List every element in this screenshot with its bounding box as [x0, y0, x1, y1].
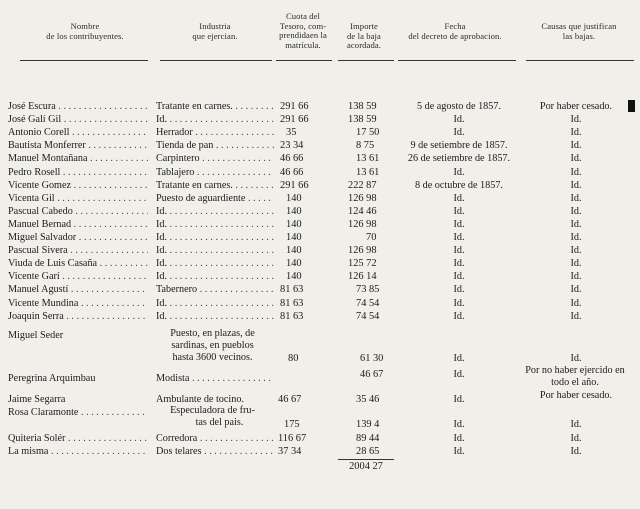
row-importe: 139 4 — [356, 419, 380, 430]
row-cuota: 140 — [286, 258, 302, 270]
row-nombre: Peregrina Arquimbau — [8, 373, 96, 384]
row-importe: 222 87 — [348, 179, 377, 191]
header-nombre — [20, 22, 150, 41]
row-cuota: 80 — [288, 353, 299, 364]
row-industria: Tienda de pan . . . — [156, 139, 274, 152]
row-cuota: 140 — [286, 192, 302, 204]
row-fecha: 8 de octubre de 1857. — [415, 179, 503, 191]
row-importe: 46 67 — [360, 369, 384, 380]
header-industria-line: Industria — [199, 21, 231, 31]
row-industria: Modista . . . — [156, 372, 274, 385]
row-fecha: Id. — [453, 218, 465, 230]
table-row — [0, 126, 640, 139]
row-cuota: 23 34 — [280, 140, 304, 152]
header-importe-line: de la baja — [347, 30, 381, 41]
row-fecha: Id. — [453, 446, 465, 457]
row-importe: 89 44 — [356, 433, 380, 444]
table-row — [0, 100, 640, 113]
row-nombre: Miguel Seder — [8, 330, 64, 341]
header-nombre-line: Nombre — [70, 21, 100, 31]
table-row — [0, 445, 640, 458]
row-causa: Por haber cesado. — [539, 390, 613, 401]
row-nombre: Manuel Agustí . . . — [8, 283, 148, 296]
row-nombre: Antonio Corell . . . — [8, 126, 148, 139]
row-causa: Id. — [570, 433, 582, 444]
row-nombre: Rosa Claramonte . . . — [8, 406, 148, 419]
row-fecha: 26 de setiembre de 1857. — [407, 153, 511, 165]
row-causa: Id. — [570, 284, 582, 296]
row-cuota: 46 66 — [280, 153, 304, 165]
row-nombre: Pascual Sivera . . . — [8, 244, 148, 257]
row-causa: Id. — [570, 153, 582, 165]
row-industria: Tabernero . . . — [156, 283, 274, 296]
row-nombre: Vicenta Gil . . . — [8, 192, 148, 205]
row-importe: 35 46 — [356, 394, 380, 405]
row-nombre: La misma . . . — [8, 445, 148, 458]
row-importe: 125 72 — [348, 258, 377, 270]
total-importe: 2004 27 — [349, 461, 383, 472]
header-fecha-line: Fecha — [444, 21, 466, 31]
row-causa: Id. — [570, 114, 582, 126]
row-causa: Id. — [570, 310, 582, 322]
row-importe: 124 46 — [348, 205, 377, 217]
table-row — [0, 257, 640, 270]
row-industria: Id. . . . — [156, 231, 274, 244]
row-importe: 126 14 — [348, 271, 377, 283]
row-nombre: Vicente Mundina . . . — [8, 297, 148, 310]
table-row — [0, 179, 640, 192]
row-cuota: 140 — [286, 232, 302, 243]
table-row — [0, 231, 640, 244]
row-industria: Id. . . . — [156, 297, 274, 310]
table-row — [0, 297, 640, 310]
row-nombre: Jaime Segarra — [8, 394, 66, 405]
row-causa: Id. — [570, 419, 582, 430]
row-cuota: 140 — [286, 205, 302, 217]
row-fecha: Id. — [453, 369, 465, 380]
header-nombre-line: de los contribuyentes. — [46, 30, 124, 41]
row-importe: 13 61 — [356, 166, 380, 178]
row-fecha: Id. — [453, 433, 465, 444]
row-fecha: Id. — [453, 419, 465, 430]
row-fecha: Id. — [453, 394, 465, 405]
row-causa-multiline — [512, 365, 638, 389]
row-importe: 74 54 — [356, 310, 380, 322]
table-row — [0, 192, 640, 205]
row-industria: Ambulante de tocino. — [156, 394, 244, 405]
header-importe — [334, 22, 394, 51]
row-industria: Carpintero . . . — [156, 152, 274, 165]
industria-line: Especuladora de fru- — [170, 405, 255, 416]
row-importe: 17 50 — [356, 127, 380, 139]
row-fecha: Id. — [453, 297, 465, 309]
header-importe-line: acordada. — [346, 40, 382, 50]
table-row — [0, 418, 640, 431]
table-row — [0, 244, 640, 257]
table-row — [0, 389, 640, 402]
row-fecha: Id. — [453, 258, 465, 270]
header-fecha-line: del decreto de aprobacion. — [408, 30, 502, 41]
causa-line: Por no haber ejercido en — [525, 365, 625, 376]
row-cuota: 46 67 — [278, 394, 302, 405]
row-nombre: Miguel Salvador . . . — [8, 231, 148, 244]
row-causa: Id. — [570, 179, 582, 191]
row-industria: Tratante en carnes. . . . — [156, 179, 274, 192]
table-row — [0, 152, 640, 165]
row-causa: Id. — [570, 205, 582, 217]
row-industria: Corredora . . . — [156, 432, 274, 445]
row-cuota: 140 — [286, 245, 302, 257]
causa-line: todo el año. — [551, 377, 599, 388]
total-rule — [338, 459, 394, 460]
row-fecha: Id. — [453, 192, 465, 204]
scan-artifact — [628, 100, 635, 112]
row-causa: Id. — [570, 271, 582, 283]
row-cuota: 81 63 — [280, 297, 304, 309]
row-importe: 126 98 — [348, 245, 377, 257]
row-causa: Por haber cesado. — [539, 101, 613, 112]
row-nombre: Manuel Montañana . . . — [8, 152, 148, 165]
row-cuota: 140 — [286, 218, 302, 230]
table-row — [0, 139, 640, 152]
row-importe: 61 30 — [360, 353, 384, 364]
row-nombre: Vicente Gomez . . . — [8, 179, 148, 192]
header-causas-line: Causas que justifican — [541, 21, 617, 31]
row-fecha: Id. — [453, 310, 465, 322]
header-rule — [160, 60, 272, 61]
row-nombre: José Galí Gil . . . — [8, 113, 148, 126]
row-cuota: 81 63 — [280, 284, 304, 296]
table-row — [0, 283, 640, 296]
row-cuota: 140 — [286, 271, 302, 283]
header-rule — [526, 60, 634, 61]
table-row — [0, 166, 640, 179]
header-cuota-line: Cuota del — [285, 11, 321, 21]
row-causa: Id. — [570, 297, 582, 309]
row-nombre: Bautista Monferrer . . . — [8, 139, 148, 152]
industria-line: sardinas, en pueblos — [171, 340, 254, 351]
row-fecha: Id. — [453, 245, 465, 257]
table-row — [0, 113, 640, 126]
row-nombre: Manuel Bernad . . . — [8, 218, 148, 231]
header-industria-line: que ejercian. — [192, 30, 238, 41]
row-causa: Id. — [570, 232, 582, 243]
row-fecha: Id. — [453, 205, 465, 217]
row-causa: Id. — [570, 446, 582, 457]
row-industria: Id. . . . — [156, 113, 274, 126]
row-industria: Id. . . . — [156, 205, 274, 218]
row-importe: 70 — [366, 232, 377, 243]
row-causa: Id. — [570, 353, 582, 364]
row-fecha: Id. — [453, 284, 465, 296]
row-causa: Id. — [570, 140, 582, 152]
row-cuota: 116 67 — [278, 433, 307, 444]
row-fecha: 9 de setiembre de 1857. — [410, 140, 508, 152]
row-fecha: Id. — [453, 232, 465, 243]
header-rule — [20, 60, 148, 61]
table-row — [0, 432, 640, 445]
row-fecha: Id. — [453, 353, 465, 364]
industria-line: Puesto, en plazas, de — [170, 328, 255, 339]
row-causa: Id. — [570, 218, 582, 230]
header-importe-line: Importe — [350, 21, 378, 31]
row-industria: Dos telares . . . — [156, 445, 274, 458]
row-causa: Id. — [570, 127, 582, 139]
row-industria: Id. . . . — [156, 310, 274, 323]
row-importe: 74 54 — [356, 297, 380, 309]
row-fecha: Id. — [453, 114, 465, 126]
row-nombre: Vicente Garí . . . — [8, 270, 148, 283]
header-causas-line: las bajas. — [562, 30, 596, 41]
row-nombre: Viuda de Luis Casaña . . . — [8, 257, 148, 270]
table-row — [0, 270, 640, 283]
header-rule — [338, 60, 394, 61]
row-importe: 138 59 — [348, 101, 377, 112]
row-industria: Tratante en carnes. . . . — [156, 100, 274, 113]
row-cuota: 46 66 — [280, 166, 304, 178]
industria-line: hasta 3600 vecinos. — [172, 352, 253, 363]
header-industria — [160, 22, 270, 41]
industria-line: tas del pais. — [195, 417, 244, 428]
row-industria: Id. . . . — [156, 218, 274, 231]
header-rule — [398, 60, 516, 61]
row-cuota: 81 63 — [280, 310, 304, 322]
row-cuota: 291 66 — [280, 101, 309, 112]
row-cuota: 291 66 — [280, 114, 309, 126]
row-industria: Puesto de aguardiente . . . — [156, 192, 274, 205]
row-cuota: 37 34 — [278, 446, 302, 457]
row-industria: Id. . . . — [156, 257, 274, 270]
row-fecha: 5 de agosto de 1857. — [416, 101, 502, 112]
row-importe: 73 85 — [356, 284, 380, 296]
row-nombre: Pascual Cabedo . . . — [8, 205, 148, 218]
row-industria: Herrador . . . — [156, 126, 274, 139]
row-causa: Id. — [570, 245, 582, 257]
header-cuota-line: prendidaen la — [279, 30, 327, 40]
row-cuota: 35 — [286, 127, 297, 139]
row-fecha: Id. — [453, 271, 465, 283]
header-fecha — [395, 22, 515, 41]
row-fecha: Id. — [453, 127, 465, 139]
table-row — [0, 352, 640, 365]
row-nombre: Quiteria Solér . . . — [8, 432, 148, 445]
row-cuota: 175 — [284, 419, 300, 430]
table-row — [0, 218, 640, 231]
row-cuota: 291 66 — [280, 179, 309, 191]
row-causa: Id. — [570, 166, 582, 178]
row-nombre: Joaquin Serra . . . — [8, 310, 148, 323]
table-row — [0, 310, 640, 323]
row-fecha: Id. — [453, 166, 465, 178]
row-importe: 28 65 — [356, 446, 380, 457]
row-industria: Tablajero . . . — [156, 166, 274, 179]
table-row — [0, 329, 640, 342]
header-causas — [524, 22, 634, 41]
header-cuota — [272, 12, 334, 50]
row-importe: 13 61 — [356, 153, 380, 165]
row-importe: 126 98 — [348, 192, 377, 204]
row-industria: Id. . . . — [156, 270, 274, 283]
row-causa: Id. — [570, 192, 582, 204]
header-cuota-line: Tesoro, com- — [279, 20, 327, 31]
row-causa: Id. — [570, 258, 582, 270]
table-row — [0, 205, 640, 218]
row-nombre: Pedro Rosell . . . — [8, 166, 148, 179]
header-cuota-line: matrícula. — [285, 39, 321, 50]
row-importe: 8 75 — [356, 140, 375, 152]
row-industria: Id. . . . — [156, 244, 274, 257]
header-rule — [276, 60, 332, 61]
row-importe: 126 98 — [348, 218, 377, 230]
row-importe: 138 59 — [348, 114, 377, 126]
row-nombre: José Escura . . . — [8, 100, 148, 113]
